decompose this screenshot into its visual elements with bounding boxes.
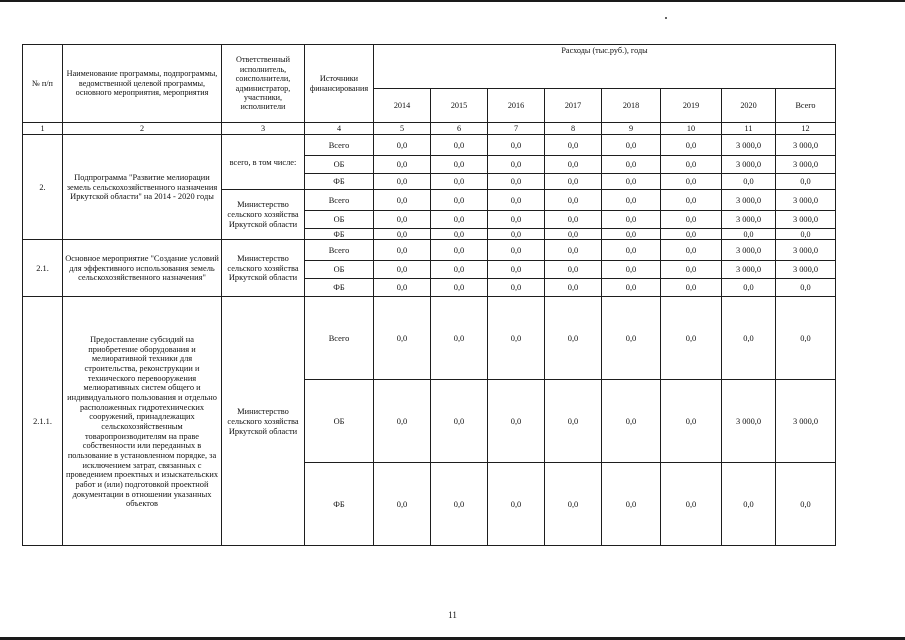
cell-value: 0,0	[488, 211, 545, 229]
cell-value: 3 000,0	[722, 190, 776, 211]
row-source: Всего	[305, 190, 374, 211]
cell-value: 0,0	[661, 156, 722, 174]
cell-value: 0,0	[661, 279, 722, 297]
header-year: 2014	[374, 89, 431, 123]
cell-value: 0,0	[431, 297, 488, 380]
row-source: ФБ	[305, 463, 374, 546]
header-year: 2015	[431, 89, 488, 123]
expenses-table	[22, 44, 836, 546]
cell-value: 0,0	[661, 261, 722, 279]
header-year: 2019	[661, 89, 722, 123]
cell-value: 0,0	[488, 279, 545, 297]
cell-total: 3 000,0	[776, 135, 836, 156]
row-source: ОБ	[305, 211, 374, 229]
row-number: 2.1.	[23, 240, 63, 297]
header-expenses: Расходы (тыс.руб.), годы	[374, 45, 836, 89]
cell-total: 0,0	[776, 229, 836, 240]
header-num: № п/п	[23, 45, 63, 123]
table-row	[23, 240, 836, 261]
column-number: 3	[222, 123, 305, 135]
cell-value: 3 000,0	[722, 240, 776, 261]
cell-value: 0,0	[488, 174, 545, 190]
row-responsible: всего, в том числе:	[222, 135, 305, 190]
cell-value: 0,0	[431, 156, 488, 174]
cell-value: 3 000,0	[722, 261, 776, 279]
cell-value: 0,0	[661, 211, 722, 229]
header-responsible: Ответственный исполнитель, соисполнители, администратор, участники, исполнители	[222, 45, 305, 123]
cell-value: 0,0	[545, 229, 602, 240]
cell-value: 0,0	[431, 190, 488, 211]
cell-value: 0,0	[602, 211, 661, 229]
cell-total: 0,0	[776, 463, 836, 546]
column-number: 5	[374, 123, 431, 135]
cell-value: 0,0	[374, 156, 431, 174]
cell-value: 0,0	[722, 229, 776, 240]
cell-value: 0,0	[431, 211, 488, 229]
row-number: 2.1.1.	[23, 297, 63, 546]
cell-total: 0,0	[776, 279, 836, 297]
column-number: 9	[602, 123, 661, 135]
cell-value: 0,0	[488, 463, 545, 546]
cell-value: 0,0	[545, 279, 602, 297]
cell-value: 3 000,0	[722, 135, 776, 156]
scan-speck	[665, 17, 667, 19]
row-source: ФБ	[305, 229, 374, 240]
cell-value: 0,0	[488, 190, 545, 211]
column-number: 7	[488, 123, 545, 135]
cell-value: 0,0	[545, 380, 602, 463]
column-number: 12	[776, 123, 836, 135]
cell-value: 0,0	[545, 240, 602, 261]
row-source: Всего	[305, 297, 374, 380]
cell-value: 0,0	[374, 380, 431, 463]
row-name: Предоставление субсидий на приобретение оборудования и мелиоративной техники для строительства, реконструкции и технического перевооружения мелиоративных систем общего и индивидуального пользования и отдельно расположенных гидротехнических сооружений, принадлежащих сельскохозяйственным товаропроизводителям на праве собственности или переданных в пользование в установленном порядке, за исключением затрат, связанных с проведением проектных и изыскательских работ и (или) подготовкой проектной документации в отношении указанных объектов	[63, 297, 222, 546]
cell-value: 0,0	[602, 279, 661, 297]
row-responsible: Министерство сельского хозяйства Иркутской области	[222, 297, 305, 546]
cell-value: 0,0	[374, 297, 431, 380]
table-row	[23, 297, 836, 380]
cell-total: 0,0	[776, 174, 836, 190]
cell-value: 0,0	[431, 279, 488, 297]
cell-value: 0,0	[661, 240, 722, 261]
cell-value: 0,0	[488, 229, 545, 240]
table-row	[23, 135, 836, 156]
cell-value: 0,0	[545, 463, 602, 546]
cell-value: 0,0	[661, 380, 722, 463]
cell-value: 3 000,0	[722, 156, 776, 174]
cell-value: 0,0	[545, 174, 602, 190]
cell-total: 3 000,0	[776, 380, 836, 463]
header-name: Наименование программы, подпрограммы, ведомственной целевой программы, основного мероприятия, мероприятия	[63, 45, 222, 123]
cell-total: 0,0	[776, 297, 836, 380]
row-responsible: Министерство сельского хозяйства Иркутской области	[222, 240, 305, 297]
cell-value: 0,0	[488, 261, 545, 279]
row-number: 2.	[23, 135, 63, 240]
row-source: ОБ	[305, 380, 374, 463]
cell-value: 0,0	[602, 240, 661, 261]
cell-value: 0,0	[602, 229, 661, 240]
cell-value: 0,0	[602, 156, 661, 174]
cell-total: 3 000,0	[776, 190, 836, 211]
cell-value: 0,0	[602, 135, 661, 156]
cell-value: 0,0	[431, 174, 488, 190]
row-source: Всего	[305, 240, 374, 261]
cell-value: 0,0	[374, 279, 431, 297]
column-number: 6	[431, 123, 488, 135]
cell-total: 3 000,0	[776, 240, 836, 261]
cell-value: 0,0	[602, 174, 661, 190]
header-year: 2018	[602, 89, 661, 123]
header-year: 2017	[545, 89, 602, 123]
cell-value: 0,0	[431, 229, 488, 240]
cell-value: 0,0	[722, 174, 776, 190]
cell-value: 0,0	[602, 261, 661, 279]
page-number: 11	[448, 610, 457, 620]
cell-value: 0,0	[431, 240, 488, 261]
cell-value: 0,0	[722, 463, 776, 546]
column-number: 8	[545, 123, 602, 135]
header-total: Всего	[776, 89, 836, 123]
cell-value: 3 000,0	[722, 380, 776, 463]
header-sources: Источники финансирования	[305, 45, 374, 123]
cell-value: 0,0	[602, 190, 661, 211]
cell-value: 0,0	[602, 463, 661, 546]
cell-value: 0,0	[488, 380, 545, 463]
cell-value: 0,0	[431, 380, 488, 463]
column-number: 11	[722, 123, 776, 135]
cell-value: 0,0	[545, 297, 602, 380]
scan-top-border	[0, 0, 905, 2]
cell-value: 0,0	[374, 463, 431, 546]
cell-value: 0,0	[374, 135, 431, 156]
cell-value: 0,0	[545, 190, 602, 211]
cell-value: 3 000,0	[722, 211, 776, 229]
column-number: 4	[305, 123, 374, 135]
cell-value: 0,0	[431, 135, 488, 156]
cell-value: 0,0	[545, 135, 602, 156]
cell-value: 0,0	[722, 297, 776, 380]
column-number: 10	[661, 123, 722, 135]
cell-value: 0,0	[431, 463, 488, 546]
cell-value: 0,0	[661, 190, 722, 211]
header-year: 2016	[488, 89, 545, 123]
cell-value: 0,0	[661, 174, 722, 190]
cell-value: 0,0	[661, 297, 722, 380]
cell-value: 0,0	[722, 279, 776, 297]
cell-total: 3 000,0	[776, 156, 836, 174]
cell-value: 0,0	[661, 229, 722, 240]
row-source: Всего	[305, 135, 374, 156]
cell-value: 0,0	[488, 156, 545, 174]
cell-value: 0,0	[374, 240, 431, 261]
row-source: ФБ	[305, 279, 374, 297]
row-name: Основное мероприятие "Создание условий для эффективного использования земель сельскохозяйственного назначения"	[63, 240, 222, 297]
cell-value: 0,0	[488, 240, 545, 261]
row-source: ОБ	[305, 261, 374, 279]
cell-value: 0,0	[374, 229, 431, 240]
header-year: 2020	[722, 89, 776, 123]
cell-total: 3 000,0	[776, 261, 836, 279]
cell-value: 0,0	[374, 174, 431, 190]
cell-value: 0,0	[488, 135, 545, 156]
cell-value: 0,0	[545, 211, 602, 229]
column-number: 1	[23, 123, 63, 135]
cell-value: 0,0	[602, 297, 661, 380]
cell-value: 0,0	[374, 261, 431, 279]
row-source: ОБ	[305, 156, 374, 174]
row-name: Подпрограмма "Развитие мелиорации земель сельскохозяйственного назначения Иркутской области" на 2014 - 2020 годы	[63, 135, 222, 240]
column-number: 2	[63, 123, 222, 135]
cell-value: 0,0	[545, 261, 602, 279]
cell-value: 0,0	[374, 190, 431, 211]
row-source: ФБ	[305, 174, 374, 190]
cell-value: 0,0	[661, 463, 722, 546]
row-responsible: Министерство сельского хозяйства Иркутской области	[222, 190, 305, 240]
cell-value: 0,0	[545, 156, 602, 174]
cell-value: 0,0	[374, 211, 431, 229]
cell-value: 0,0	[488, 297, 545, 380]
cell-total: 3 000,0	[776, 211, 836, 229]
cell-value: 0,0	[661, 135, 722, 156]
cell-value: 0,0	[431, 261, 488, 279]
cell-value: 0,0	[602, 380, 661, 463]
